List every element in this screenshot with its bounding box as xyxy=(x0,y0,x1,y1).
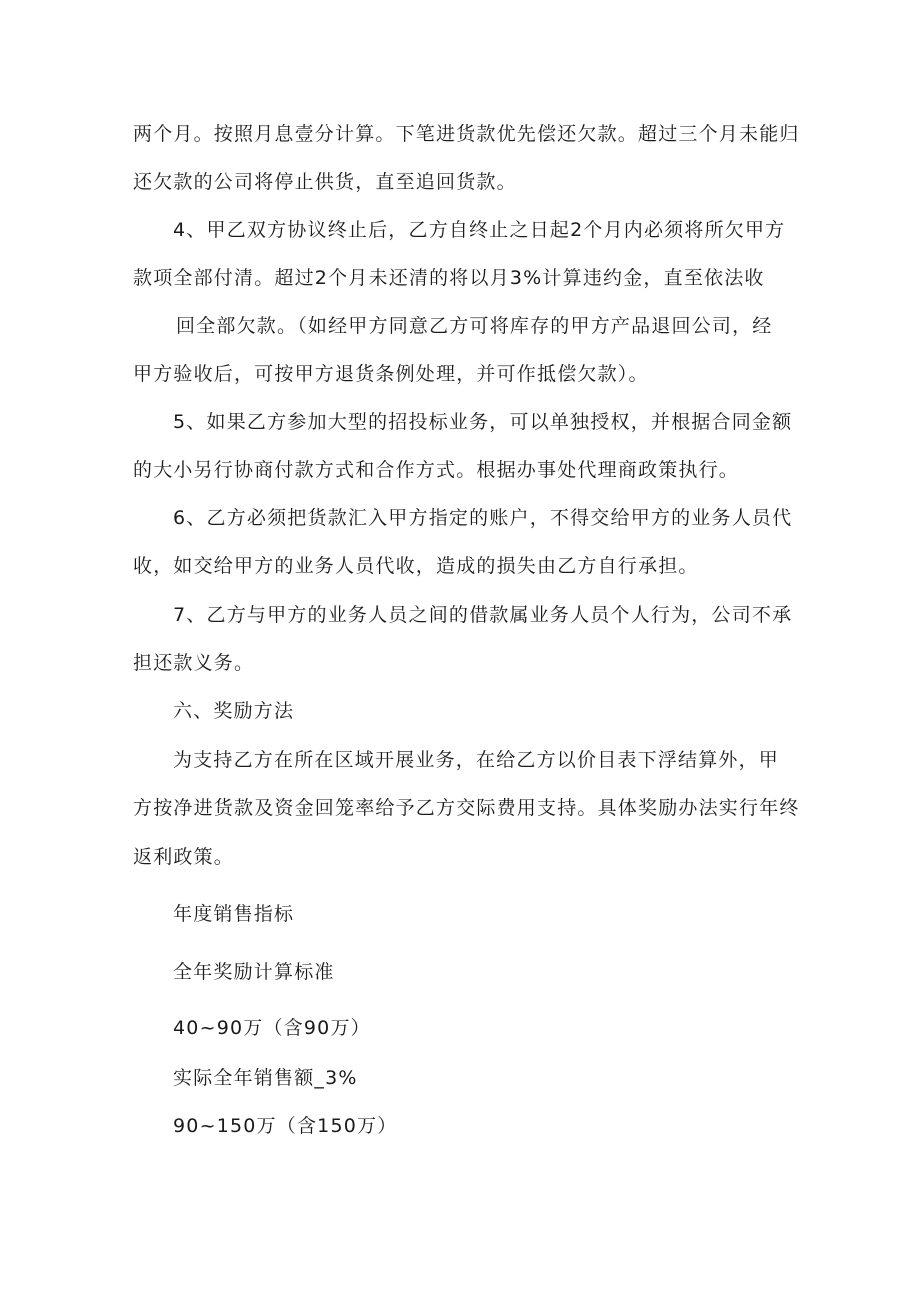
text-line-7: 5、如果乙方参加大型的招投标业务，可以单独授权，并根据合同金额 xyxy=(173,411,793,433)
text-line-6: 甲方验收后，可按甲方退货条例处理，并可作抵偿欠款）。 xyxy=(133,363,649,385)
text-line-18: 全年奖励计算标准 xyxy=(173,961,335,983)
text-line-4: 款项全部付清。超过2个月未还清的将以月3%计算违约金，直至依法收 xyxy=(133,267,765,289)
section-heading: 六、奖励方法 xyxy=(173,700,295,722)
text-line-14: 为支持乙方在所在区域开展业务，在给乙方以价目表下浮结算外，甲 xyxy=(173,749,780,771)
text-line-20: 实际全年销售额_3% xyxy=(173,1067,358,1089)
text-line-2: 还欠款的公司将停止供货，直至追回货款。 xyxy=(133,171,517,193)
text-line-12: 担还款义务。 xyxy=(133,652,255,674)
text-line-3: 4、甲乙双方协议终止后，乙方自终止之日起2个月内必须将所欠甲方 xyxy=(173,219,786,241)
text-line-21: 90~150万（含150万） xyxy=(173,1115,398,1137)
text-line-8: 的大小另行协商付款方式和合作方式。根据办事处代理商政策执行。 xyxy=(133,459,740,481)
text-line-19: 40~90万（含90万） xyxy=(173,1017,371,1039)
text-line-1: 两个月。按照月息壹分计算。下笔进货款优先偿还欠款。超过三个月未能归 xyxy=(133,123,800,145)
text-line-16: 返利政策。 xyxy=(133,846,235,868)
text-line-5: 回全部欠款。（如经甲方同意乙方可将库存的甲方产品退回公司，经 xyxy=(176,315,773,337)
text-line-10: 收，如交给甲方的业务人员代收，造成的损失由乙方自行承担。 xyxy=(133,555,699,577)
text-line-9: 6、乙方必须把货款汇入甲方指定的账户，不得交给甲方的业务人员代 xyxy=(173,507,793,529)
text-line-11: 7、乙方与甲方的业务人员之间的借款属业务人员个人行为，公司不承 xyxy=(173,604,793,626)
text-line-17: 年度销售指标 xyxy=(173,903,295,925)
text-line-15: 方按净进货款及资金回笼率给予乙方交际费用支持。具体奖励办法实行年终 xyxy=(133,797,800,819)
